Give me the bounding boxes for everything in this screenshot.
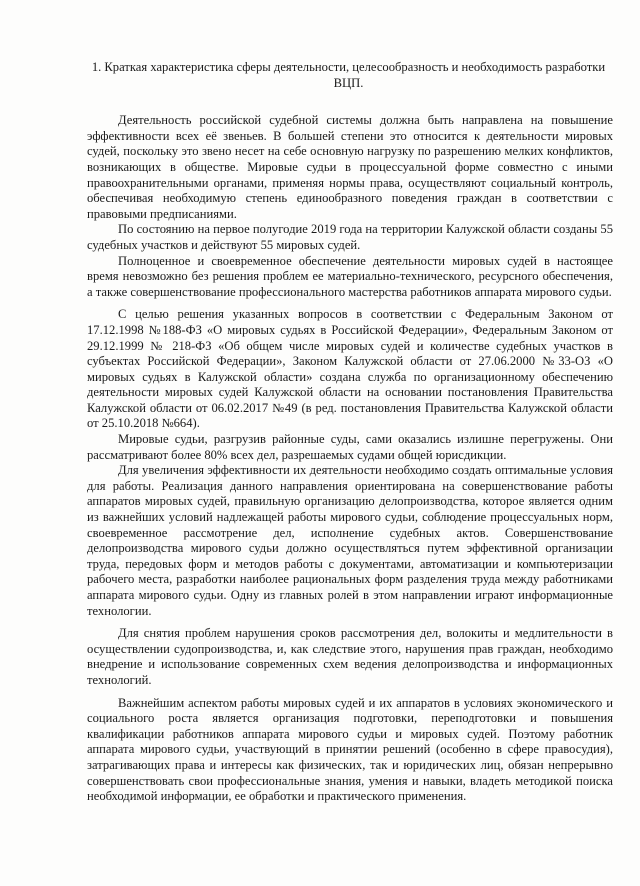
section-title: 1. Краткая характеристика сферы деятельности, целесообразность и необходимость разработки ВЦП. [91, 60, 606, 90]
paragraph-training: Важнейшим аспектом работы мировых судей и их аппаратов в условиях экономического и социального роста является организация подготовки, переподготовки и повышения квалификации работников аппарата мирового судьи и мировых судей. Поэтому работник аппарата мирового судьи, участвующий в принятии решений (особенно в сфере правосудия), затрагивающих права и интересы как физических, так и юридических лиц, обязан непрерывно совершенствовать свои профессиональные знания, умения и навыки, владеть методикой поиска необходимой информации, ее обработки и практического применения. [87, 695, 613, 804]
paragraph-delays: Для снятия проблем нарушения сроков рассмотрения дел, волокиты и медлительности в осуществлении судопроизводства, и, как следствие этого, нарушения прав граждан, необходимо внедрение и использование современных схем ведения делопроизводства и информационных технологий. [87, 626, 613, 687]
paragraph-legal-basis: С целью решения указанных вопросов в соответствии с Федеральным Законом от 17.12.1998 №188-ФЗ «О мировых судьях в Российской Федерации», Федеральным Законом от 29.12.1999 № 218-ФЗ «Об общем числе мировых судей и количестве судебных участков в субъектах Российской Федерации», Законом Калужской области от 27.06.2000 №33-ОЗ «О мировых судьях в Калужской области» создана служба по организационному обеспечению деятельности мировых судей Калужской области на основании постановления Правительства Калужской области от 06.02.2017 №49 (в ред. постановления Правительства Калужской области от 25.10.2018 №664). [87, 307, 613, 431]
paragraph-court-sites-count: По состоянию на первое полугодие 2019 года на территории Калужской области созданы 55 судебных участков и действуют 55 мировых судей. [87, 222, 613, 252]
paragraph-provision-problems: Полноценное и своевременное обеспечение деятельности мировых судей в настоящее время невозможно без решения проблем ее материально-технического, ресурсного обеспечения, а также совершенствование профессионального мастерства работников аппарата мирового судьи. [87, 253, 613, 299]
paragraph-workload: Мировые судьи, разгрузив районные суды, сами оказались излишне перегружены. Они рассматривают более 80% всех дел, разрешаемых судами общей юрисдикции. [87, 432, 613, 462]
paragraph-efficiency: Для увеличения эффективности их деятельности необходимо создать оптимальные условия для работы. Реализация данного направления ориентирована на совершенствование работы аппаратов мировых судей, правильную организацию делопроизводства, которое является одним из важнейших условий надлежащей работы мирового судьи, соблюдение процессуальных норм, своевременное рассмотрение дел, исполнение судебных актов. Совершенствование делопроизводства мирового судьи должно осуществляться путем эффективной организации труда, передовых форм и методов работы с документами, автоматизации и компьютеризации рабочего места, разработки наиболее рациональных форм разделения труда между работниками аппарата мирового судьи. Одну из главных ролей в этом направлении играют информационные технологии. [87, 463, 613, 618]
paragraph-judicial-system: Деятельность российской судебной системы должна быть направлена на повышение эффективности всех её звеньев. В большей степени это относится к деятельности мировых судей, поскольку это звено несет на себе основную нагрузку по разрешению мелких конфликтов, возникающих в обществе. Мировые судьи в процессуальной форме совместно с иными правоохранительными органами, применяя нормы права, осуществляют социальный контроль, обеспечивая необходимую степень единообразного поведения граждан в соответствии с правовыми предписаниями. [87, 113, 613, 221]
